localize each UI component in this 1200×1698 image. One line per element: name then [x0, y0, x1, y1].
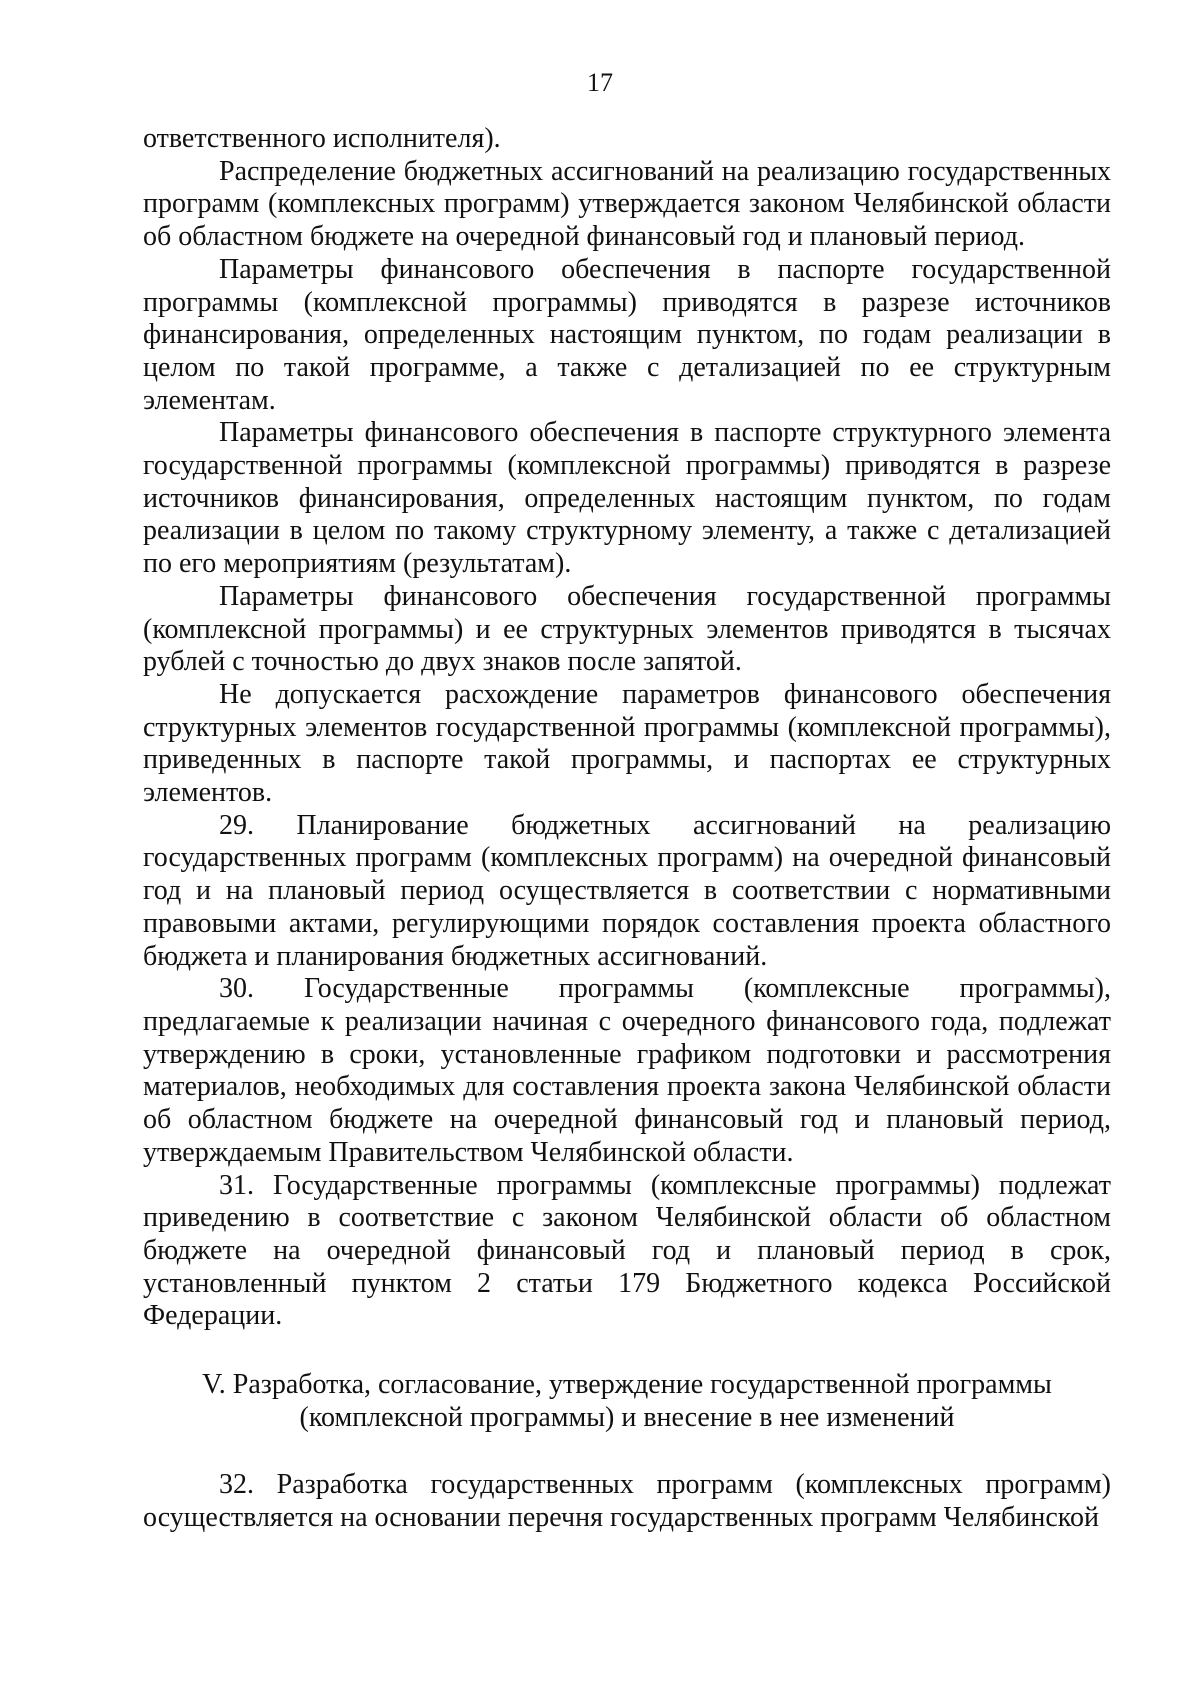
paragraph-item-31: 31. Государственные программы (комплексные программы) подлежат приведению в соответствие с законом Челябинской области об областном бюджете на очередной финансовый год и плановый период в срок, установленный пунктом 2 статьи 179 Бюджетного кодекса Российской Федерации. — [143, 1169, 1111, 1332]
paragraph-3: Параметры финансового обеспечения в паспорте государственной программы (комплексной программы) приводятся в разрезе источников финансирования, определенных настоящим пунктом, по годам реализации в целом по такой программе, а также с детализацией по ее структурным элементам. — [143, 253, 1111, 416]
document-body — [143, 123, 1111, 1535]
paragraph-item-29: 29. Планирование бюджетных ассигнований на реализацию государственных программ (комплексных программ) на очередной финансовый год и на плановый период осуществляется в соответствии с нормативными правовыми актами, регулирующими порядок составления проекта областного бюджета и планирования бюджетных ассигнований. — [143, 809, 1111, 972]
section-heading-line-2: (комплексной программы) и внесение в нее изменений — [299, 1401, 955, 1433]
paragraph-6: Не допускается расхождение параметров финансового обеспечения структурных элементов государственной программы (комплексной программы), приведенных в паспорте такой программы, и паспортах ее структурных элементов. — [143, 678, 1111, 809]
section-heading — [143, 1369, 1111, 1434]
paragraph-2: Распределение бюджетных ассигнований на реализацию государственных программ (комплексных программ) утверждается законом Челябинской области об областном бюджете на очередной финансовый год и плановый период. — [143, 155, 1111, 253]
section-heading-line-1: V. Разработка, согласование, утверждение государственной программы — [202, 1369, 1052, 1401]
paragraph-item-32: 32. Разработка государственных программ (комплексных программ) осуществляется на основании перечня государственных программ Челябинской — [143, 1469, 1111, 1534]
page-number: 17 — [587, 68, 613, 97]
paragraph-4: Параметры финансового обеспечения в паспорте структурного элемента государственной программы (комплексной программы) приводятся в разрезе источников финансирования, определенных настоящим пунктом, по годам реализации в целом по такому структурному элементу, а также с детализацией по его мероприятиям (результатам). — [143, 417, 1111, 580]
paragraph-item-30: 30. Государственные программы (комплексные программы), предлагаемые к реализации начиная с очередного финансового года, подлежат утверждению в сроки, установленные графиком подготовки и рассмотрения материалов, необходимых для составления проекта закона Челябинской области об областном бюджете на очередной финансовый год и плановый период, утверждаемым Правительством Челябинской области. — [143, 973, 1111, 1168]
paragraph-1: ответственного исполнителя). — [143, 123, 501, 154]
paragraph-5: Параметры финансового обеспечения государственной программы (комплексной программы) и ее структурных элементов приводятся в тысячах рублей с точностью до двух знаков после запятой. — [143, 580, 1111, 678]
